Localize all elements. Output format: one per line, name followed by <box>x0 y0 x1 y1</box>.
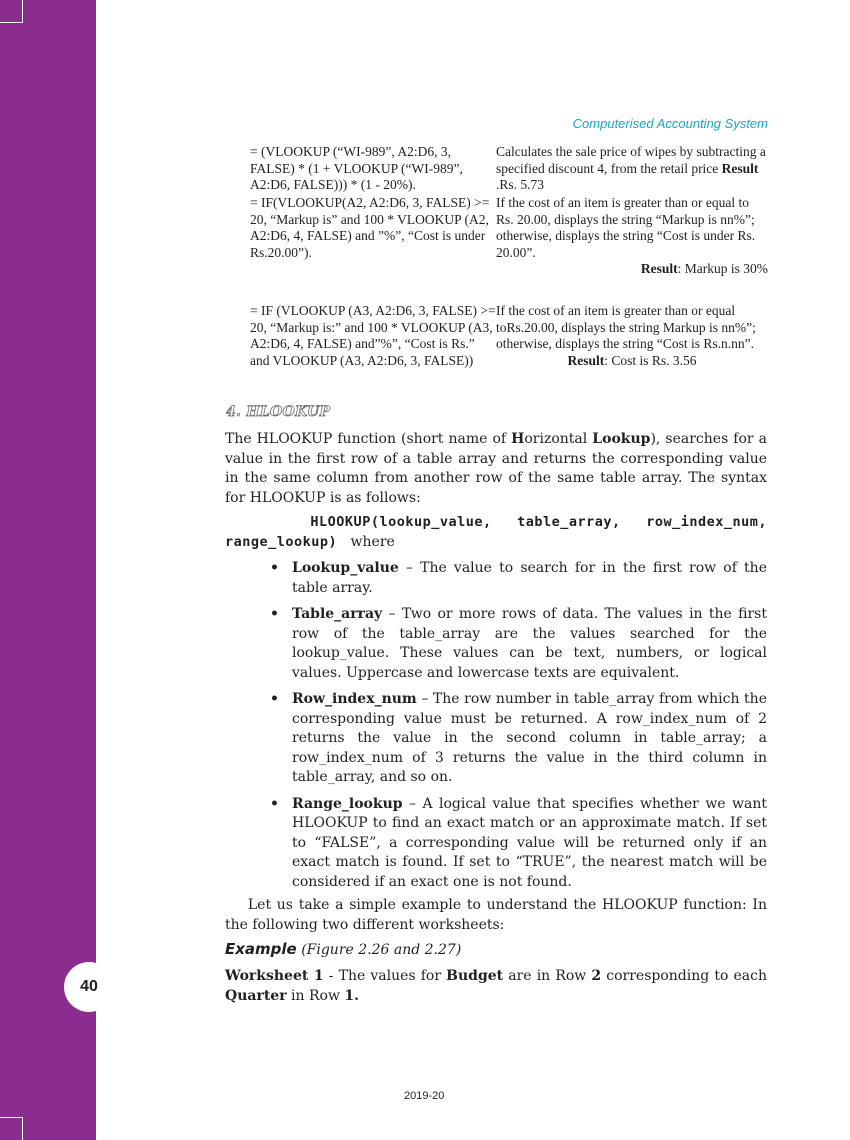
example-label: Example <box>225 940 297 958</box>
result-line <box>496 261 768 278</box>
result-value: .Rs. 5.73 <box>496 177 545 192</box>
syntax-code: HLOOKUP(lookup_value, table_array, row_index_num, range_lookup) <box>225 514 767 550</box>
term: Lookup_value <box>292 560 399 576</box>
result-label: Result <box>721 160 759 176</box>
formula-row <box>250 144 770 195</box>
closing-paragraph: Let us take a simple example to understand the HLOOKUP function: In the following two different worksheets: <box>225 897 767 933</box>
list-item: • Table_array – Two or more rows of data. The values in the first row of the table_array are the values searched for the lookup_value. These values can be text, numbers, or logical values. Uppercase and lowercase texts are equivalent. <box>270 605 767 683</box>
formula-cell: = IF (VLOOKUP (A3, A2:D6, 3, FALSE) >= 20, “Markup is:” and 100 * VLOOKUP (A3, A2:D6, 4, FALSE) and”%”, “Cost is Rs.” and VLOOKUP (A3, A2:D6, 3, FALSE)) <box>250 303 496 368</box>
term: Table_array <box>292 606 383 622</box>
footer-year: 2019-20 <box>404 1090 445 1102</box>
page-number: 40 <box>64 962 114 1012</box>
result-value: : Markup is 30% <box>677 261 768 276</box>
bullet-icon: • <box>270 795 279 812</box>
syntax-where: where <box>350 533 395 550</box>
crop-mark-top <box>0 0 23 23</box>
syntax-paragraph <box>225 513 767 552</box>
bullet-icon: • <box>270 560 279 576</box>
result-label: Result <box>567 352 605 368</box>
description-cell <box>496 303 768 393</box>
formula-cell: = IF(VLOOKUP(A2, A2:D6, 3, FALSE) >= 20, “Markup is” and 100 * VLOOKUP (A2, A2:D6, 4, FALSE) and ”%”, “Cost is under Rs.20.00”). <box>250 195 490 260</box>
figure-ref: (Figure 2.26 and 2.27) <box>301 942 462 958</box>
parameter-list <box>270 559 767 892</box>
description-text: If the cost of an item is greater than or equal to Rs. 20.00, displays the string “Markup is nn%”; otherwise, displays the string “Cost is under Rs. 20.00”. <box>496 195 756 260</box>
result-value: : Cost is Rs. 3.56 <box>604 352 697 368</box>
description-text: If the cost of an item is greater than or equal toRs.20.00, displays the string Markup is nn%”; otherwise, displays the string “Cost is Rs.n.nn”. <box>496 303 756 351</box>
example-heading <box>225 940 767 961</box>
description-cell <box>496 195 768 303</box>
formula-table <box>250 144 770 393</box>
term: Row_index_num <box>292 691 417 707</box>
section-heading: 4. HLOOKUP <box>226 404 331 420</box>
description-text: Calculates the sale price of wipes by subtracting a specified discount 4, from the retail price <box>496 144 766 176</box>
list-item: • Row_index_num – The row number in table_array from which the corresponding value must be returned. A row_index_num of 2 returns the value in the second column in table_array; a row_index_num of 3 returns the value in the third column in table_array, and so on. <box>270 690 767 788</box>
intro-paragraph: The HLOOKUP function (short name of Horizontal Lookup), searches for a value in the first row of a table array and returns the corresponding value in the same column from another row of the same table array. The syntax for HLOOKUP is as follows: <box>225 431 768 506</box>
list-item: • Lookup_value – The value to search for in the first row of the table array. <box>270 559 767 598</box>
crop-mark-bottom <box>0 1117 23 1140</box>
result-label: Result <box>640 261 678 276</box>
result-line <box>496 353 768 370</box>
bullet-icon: • <box>270 606 279 622</box>
bullet-icon: • <box>270 691 279 707</box>
formula-row <box>250 303 770 393</box>
description-cell <box>496 144 768 195</box>
running-header: Computerised Accounting System <box>572 116 768 131</box>
list-item: • Range_lookup – A logical value that specifies whether we want HLOOKUP to find an exact match or an approximate match. If set to “FALSE”, a corresponding value will be returned only if an exact match is found. If set to “TRUE”, the nearest match will be considered if an exact one is not found. <box>270 795 767 893</box>
term: Range_lookup <box>292 795 403 812</box>
formula-cell: = (VLOOKUP (“WI-989”, A2:D6, 3, FALSE) * (1 + VLOOKUP (“WI-989”, A2:D6, FALSE))) * (1 - 20%). <box>250 144 463 192</box>
worksheet-paragraph: Worksheet 1 - The values for Budget are in Row 2 corresponding to each Quarter in Row 1. <box>225 968 768 1004</box>
formula-row <box>250 195 770 303</box>
